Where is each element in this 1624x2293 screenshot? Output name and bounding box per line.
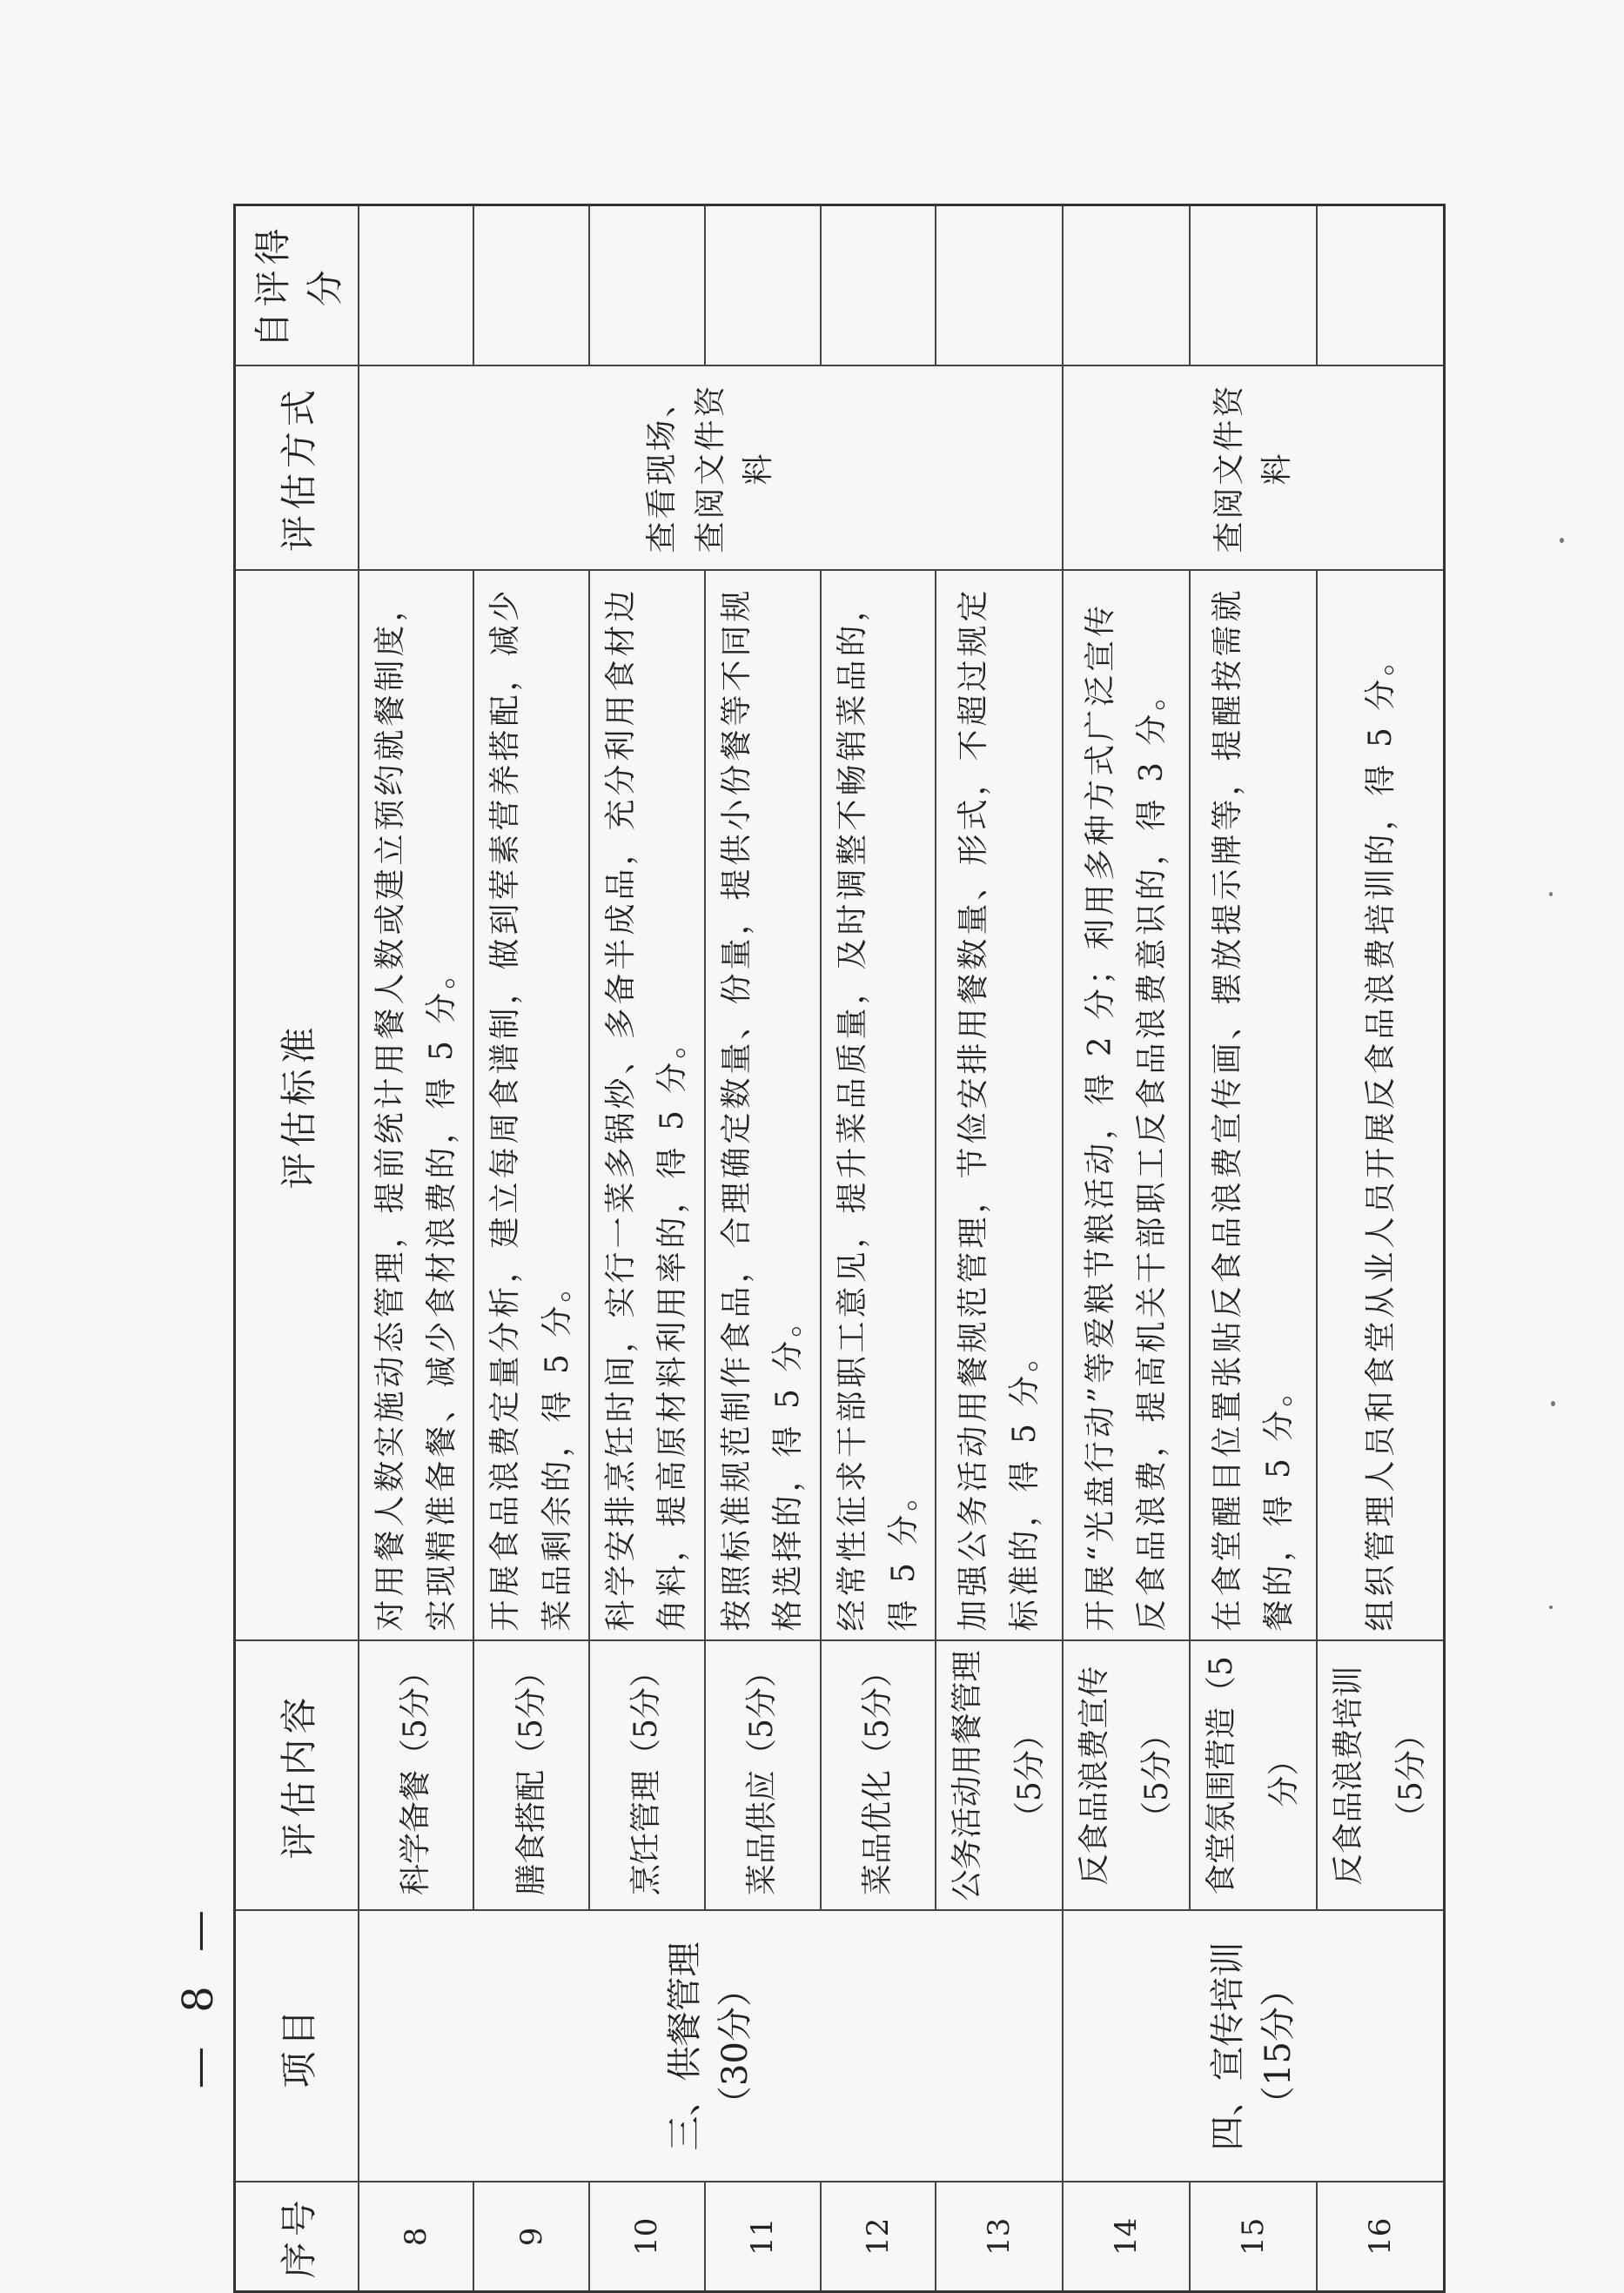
row-number: 14 bbox=[1063, 2182, 1190, 2292]
method-cell-1: 查看现场、查阅文件资料 bbox=[359, 366, 1064, 571]
evaluation-table bbox=[233, 204, 1446, 2293]
self-score-cell bbox=[1317, 205, 1445, 366]
content-cell: 菜品优化（5分） bbox=[821, 1641, 936, 1911]
content-cell: 烹饪管理（5分） bbox=[589, 1641, 705, 1911]
project-group-3: 三、供餐管理（30分） bbox=[359, 1911, 1064, 2182]
row-number: 8 bbox=[359, 2182, 474, 2292]
self-score-cell bbox=[1063, 205, 1190, 366]
scan-speck bbox=[1551, 1401, 1555, 1406]
header-row bbox=[235, 205, 359, 2292]
self-score-cell bbox=[821, 205, 936, 366]
table-row bbox=[1063, 205, 1190, 2292]
criteria-cell: 按照标准规范制作食品，合理确定数量、份量，提供小份餐等不同规格选择的，得 5 分。 bbox=[705, 571, 821, 1641]
table-row bbox=[359, 205, 474, 2292]
self-score-cell bbox=[359, 205, 474, 366]
scan-speck bbox=[1560, 538, 1564, 543]
criteria-cell: 组织管理人员和食堂从业人员开展反食品浪费培训的，得 5 分。 bbox=[1317, 571, 1445, 1641]
criteria-cell: 科学安排烹饪时间，实行一菜多锅炒、多备半成品，充分利用食材边角料，提高原材料利用率的，得 5 分。 bbox=[589, 571, 705, 1641]
self-score-cell bbox=[473, 205, 589, 366]
criteria-cell: 开展食品浪费定量分析，建立每周食谱制，做到荤素营养搭配，减少菜品剩余的，得 5 分。 bbox=[473, 571, 589, 1641]
self-score-cell bbox=[936, 205, 1063, 366]
criteria-cell: 开展“光盘行动”等爱粮节粮活动，得 2 分；利用多种方式广泛宣传反食品浪费，提高机关干部职工反食品浪费意识的，得 3 分。 bbox=[1063, 571, 1190, 1641]
row-number: 13 bbox=[936, 2182, 1063, 2292]
content-cell: 反食品浪费培训（5分） bbox=[1317, 1641, 1445, 1911]
row-number: 10 bbox=[589, 2182, 705, 2292]
header-num: 序号 bbox=[235, 2182, 359, 2292]
header-criteria: 评估标准 bbox=[235, 571, 359, 1641]
method-cell-2: 查阅文件资料 bbox=[1063, 366, 1445, 571]
row-number: 15 bbox=[1190, 2182, 1317, 2292]
header-project: 项目 bbox=[235, 1911, 359, 2182]
row-number: 12 bbox=[821, 2182, 936, 2292]
row-number: 9 bbox=[473, 2182, 589, 2292]
project-group-4: 四、宣传培训（15分） bbox=[1063, 1911, 1445, 2182]
content-cell: 食堂氛围营造（5分） bbox=[1190, 1641, 1317, 1911]
self-score-cell bbox=[705, 205, 821, 366]
criteria-cell: 加强公务活动用餐规范管理，节俭安排用餐数量、形式，不超过规定标准的，得 5 分。 bbox=[936, 571, 1063, 1641]
header-content: 评估内容 bbox=[235, 1641, 359, 1911]
content-cell: 膳食搭配（5分） bbox=[473, 1641, 589, 1911]
row-number: 16 bbox=[1317, 2182, 1445, 2292]
content-cell: 科学备餐（5分） bbox=[359, 1641, 474, 1911]
scan-speck bbox=[1549, 1606, 1553, 1609]
content-cell: 反食品浪费宣传（5分） bbox=[1063, 1641, 1190, 1911]
criteria-cell: 对用餐人数实施动态管理，提前统计用餐人数或建立预约就餐制度，实现精准备餐、减少食材浪费的，得 5 分。 bbox=[359, 571, 474, 1641]
content-cell: 菜品供应（5分） bbox=[705, 1641, 821, 1911]
content-cell: 公务活动用餐管理（5分） bbox=[936, 1641, 1063, 1911]
criteria-cell: 经常性征求干部职工意见，提升菜品质量，及时调整不畅销菜品的，得 5 分。 bbox=[821, 571, 936, 1641]
criteria-cell: 在食堂醒目位置张贴反食品浪费宣传画、摆放提示牌等，提醒按需就餐的，得 5 分。 bbox=[1190, 571, 1317, 1641]
scan-speck bbox=[1549, 892, 1553, 896]
page-number: — 8 — bbox=[174, 1899, 223, 2089]
header-score: 自评得分 bbox=[235, 205, 359, 366]
self-score-cell bbox=[589, 205, 705, 366]
row-number: 11 bbox=[705, 2182, 821, 2292]
self-score-cell bbox=[1190, 205, 1317, 366]
header-method: 评估方式 bbox=[235, 366, 359, 571]
